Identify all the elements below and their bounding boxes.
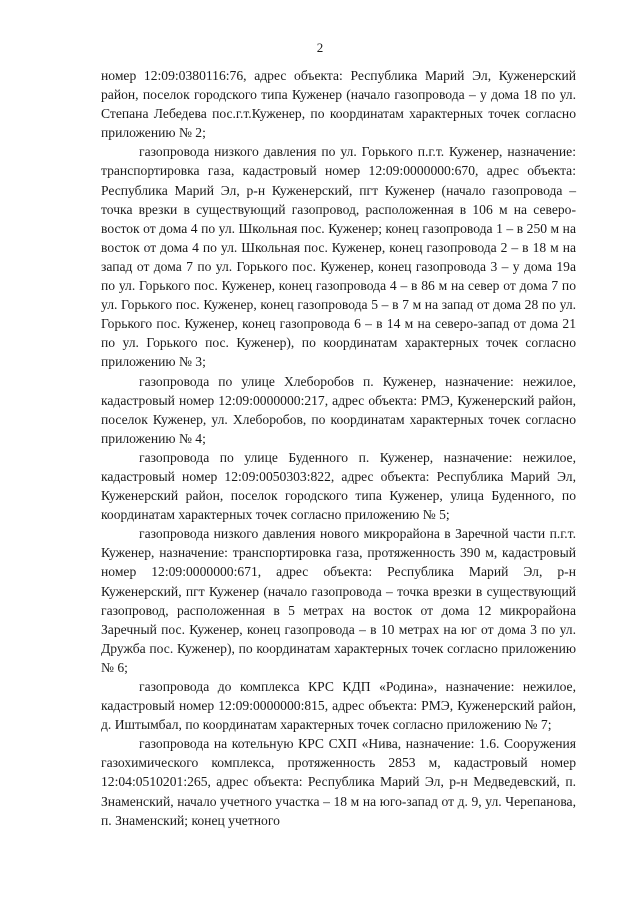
paragraph-niva-gas-pipeline: газопровода на котельную КРС СХП «Нива, назначение: 1.6. Сооружения газохимического комплекса, протяженность 2853 м, кадастровый номер 12:04:0510201:265, адрес объекта: Республика Марий Эл, р-н Медведевский, п. Знаменский, начало учетного участка – 18 м на юго-запад от д. 9, ул. Черепанова, п. Знаменский; конец учетного bbox=[101, 736, 576, 828]
document-body bbox=[101, 66, 576, 830]
paragraph-khleborobov-gas-pipeline: газопровода по улице Хлеборобов п. Куженер, назначение: нежилое, кадастровый номер 12:09:0000000:217, адрес объекта: РМЭ, Куженерский район, поселок Куженер, ул. Хлеборобов, по координатам характерных точек согласно приложению № 4; bbox=[101, 373, 576, 446]
page-number: 2 bbox=[316, 40, 324, 55]
paragraph-continuation: номер 12:09:0380116:76, адрес объекта: Республика Марий Эл, Куженерский район, поселок городского типа Куженер (начало газопровода – у дома 18 по ул. Степана Лебедева пос.г.т.Куженер, по координатам характерных точек согласно приложению № 2; bbox=[101, 68, 576, 141]
paragraph-zarechny-gas-pipeline: газопровода низкого давления нового микрорайона в Заречной части п.г.т. Куженер, назначение: транспортировка газа, протяженность 390 м, кадастровый номер 12:09:0000000:671, адрес объекта: Республика Марий Эл, р-н Куженерский, пгт Куженер (начало газопровода – точка врезки в существующий газопровод, расположенная в 5 метрах на восток от дома 12 микрорайона Заречный пос. Куженер, конец газопровода – в 10 метрах на юг от дома 3 по ул. Дружба пос. Куженер), по координатам характерных точек согласно приложению № 6; bbox=[101, 526, 576, 675]
paragraph-budennogo-gas-pipeline: газопровода по улице Буденного п. Куженер, назначение: нежилое, кадастровый номер 12:09:0050303:822, адрес объекта: Республика Марий Эл, Куженерский район, поселок городского типа Куженер, улица Буденного, по координатам характерных точек согласно приложению № 5; bbox=[101, 449, 576, 523]
paragraph-rodina-gas-pipeline: газопровода до комплекса КРС КДП «Родина», назначение: нежилое, кадастровый номер 12:09:0000000:815, адрес объекта: РМЭ, Куженерский район, д. Иштымбал, по координатам характерных точек согласно приложению № 7; bbox=[101, 679, 576, 733]
paragraph-gorkogo-gas-pipeline: газопровода низкого давления по ул. Горького п.г.т. Куженер, назначение: транспортировка газа, кадастровый номер 12:09:0000000:670, адрес объекта: Республика Марий Эл, р-н Куженерский, пгт Куженер (начало газопровода – точка врезки в существующий газопровод, расположенная в 106 м на северо-восток от дома 4 по ул. Школьная пос. Куженер; конец газопровода 1 – в 250 м на восток от дома 4 по ул. Школьная пос. Куженер, конец газопровода 2 – в 18 м на запад от дома 7 по ул. Горького пос. Куженер, конец газопровода 3 – у дома 19а по ул. Горького пос. Куженер, конец газопровода 4 – в 86 м на север от дома 7 по ул. Горького пос. Куженер, конец газопровода 5 – в 7 м на запад от дома 28 по ул. Горького пос. Куженер, конец газопровода 6 – в 14 м на северо-запад от дома 21 по ул. Горького пос. Куженер), по координатам характерных точек согласно приложению № 3; bbox=[101, 144, 576, 370]
